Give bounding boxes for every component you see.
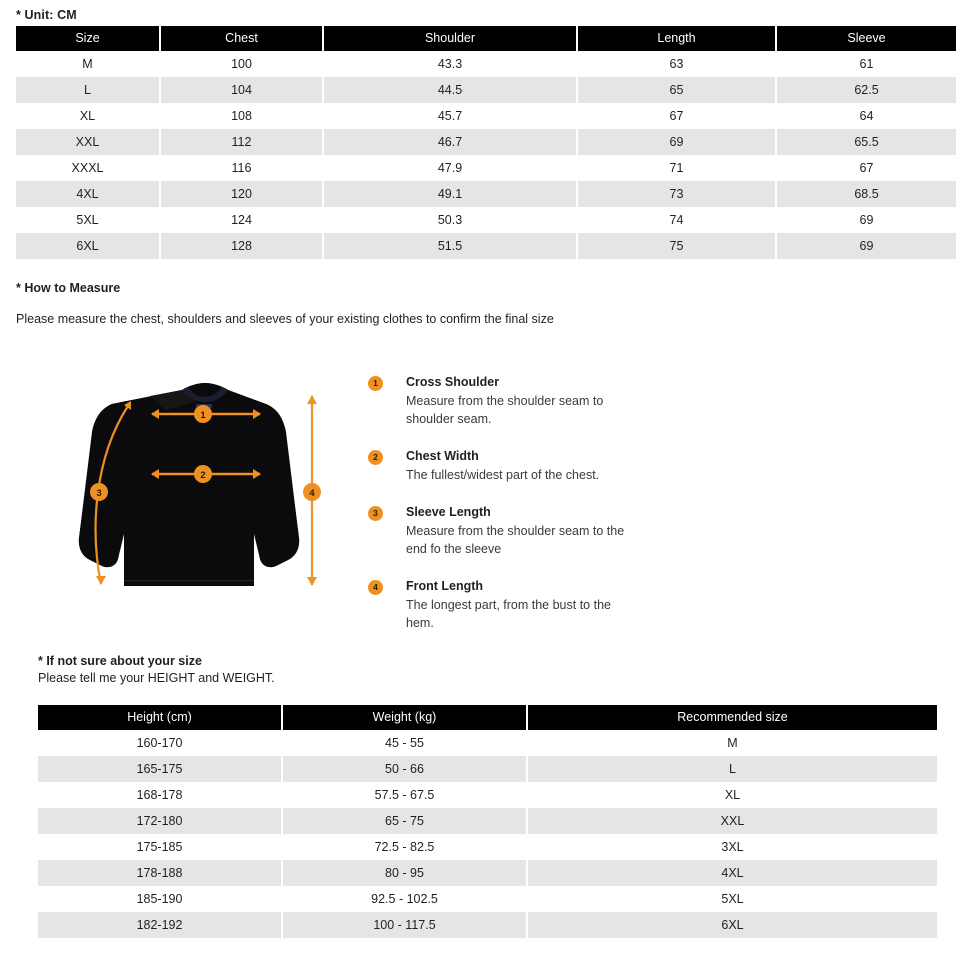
- cell-recommended: M: [527, 730, 937, 756]
- column-header-shoulder: Shoulder: [323, 26, 577, 51]
- column-header-length: Length: [577, 26, 776, 51]
- cell-size: XL: [16, 103, 160, 129]
- size-chart-table: [16, 26, 956, 259]
- cell-sleeve: 64: [776, 103, 956, 129]
- cell-recommended: XXL: [527, 808, 937, 834]
- cell-chest: 104: [160, 77, 323, 103]
- legend-item-cross-shoulder: [368, 374, 628, 428]
- cell-sleeve: 62.5: [776, 77, 956, 103]
- sweater-diagram-svg: [70, 370, 340, 630]
- cell-weight: 57.5 - 67.5: [282, 782, 527, 808]
- cell-weight: 45 - 55: [282, 730, 527, 756]
- legend-title-sleeve-length: Sleeve Length: [406, 505, 491, 519]
- table-row: [38, 834, 937, 860]
- column-header-chest: Chest: [160, 26, 323, 51]
- cell-sleeve: 65.5: [776, 129, 956, 155]
- size-chart-body: [16, 51, 956, 259]
- cell-shoulder: 45.7: [323, 103, 577, 129]
- cell-height: 172-180: [38, 808, 282, 834]
- diagram-badge-2-label: 2: [200, 470, 206, 481]
- cell-length: 67: [577, 103, 776, 129]
- cell-recommended: XL: [527, 782, 937, 808]
- cell-shoulder: 43.3: [323, 51, 577, 77]
- cell-size: XXXL: [16, 155, 160, 181]
- cell-chest: 128: [160, 233, 323, 259]
- table-row: [38, 886, 937, 912]
- cell-length: 74: [577, 207, 776, 233]
- cell-size: XXL: [16, 129, 160, 155]
- cell-size: L: [16, 77, 160, 103]
- table-row: [38, 782, 937, 808]
- cell-chest: 120: [160, 181, 323, 207]
- legend-desc-sleeve-length: Measure from the shoulder seam to the end fo the sleeve: [406, 524, 625, 556]
- table-row: [16, 51, 956, 77]
- cell-height: 160-170: [38, 730, 282, 756]
- cell-length: 75: [577, 233, 776, 259]
- table-row: [38, 860, 937, 886]
- how-to-measure-heading: * How to Measure: [16, 281, 121, 295]
- legend-item-chest-width: [368, 448, 628, 484]
- diagram-badge-4-label: 4: [309, 488, 315, 499]
- cell-weight: 65 - 75: [282, 808, 527, 834]
- cell-height: 178-188: [38, 860, 282, 886]
- cell-weight: 100 - 117.5: [282, 912, 527, 938]
- cell-sleeve: 67: [776, 155, 956, 181]
- legend-item-front-length: [368, 578, 628, 632]
- cell-shoulder: 50.3: [323, 207, 577, 233]
- legend-desc-front-length: The longest part, from the bust to the hem.: [406, 598, 611, 630]
- cell-height: 185-190: [38, 886, 282, 912]
- legend-badge-2-icon: 2: [368, 450, 383, 465]
- cell-size: 5XL: [16, 207, 160, 233]
- legend-title-cross-shoulder: Cross Shoulder: [406, 375, 500, 389]
- table-header-row: [16, 26, 956, 51]
- table-row: [16, 129, 956, 155]
- table-row: [38, 912, 937, 938]
- table-row: [38, 808, 937, 834]
- diagram-badge-4: [303, 483, 321, 501]
- cell-size: 6XL: [16, 233, 160, 259]
- cell-shoulder: 44.5: [323, 77, 577, 103]
- cell-chest: 124: [160, 207, 323, 233]
- cell-sleeve: 69: [776, 207, 956, 233]
- legend-desc-cross-shoulder: Measure from the shoulder seam to shoulder seam.: [406, 394, 604, 426]
- cell-recommended: 6XL: [527, 912, 937, 938]
- diagram-badge-1-label: 1: [200, 410, 206, 421]
- cell-weight: 72.5 - 82.5: [282, 834, 527, 860]
- cell-size: M: [16, 51, 160, 77]
- cell-shoulder: 47.9: [323, 155, 577, 181]
- cell-chest: 112: [160, 129, 323, 155]
- diagram-badge-2: [194, 465, 212, 483]
- how-to-measure-text: Please measure the chest, shoulders and sleeves of your existing clothes to confirm the final size: [16, 312, 554, 326]
- table-row: [38, 756, 937, 782]
- legend-desc-chest-width: The fullest/widest part of the chest.: [406, 468, 600, 482]
- table-row: [16, 233, 956, 259]
- measurement-legend: [368, 374, 628, 652]
- table-row: [38, 730, 937, 756]
- legend-badge-3-icon: 3: [368, 506, 383, 521]
- diagram-badge-3-label: 3: [96, 488, 102, 499]
- column-header-recommended: Recommended size: [527, 705, 937, 730]
- cell-sleeve: 69: [776, 233, 956, 259]
- table-row: [16, 155, 956, 181]
- cell-height: 182-192: [38, 912, 282, 938]
- cell-chest: 108: [160, 103, 323, 129]
- cell-shoulder: 49.1: [323, 181, 577, 207]
- table-row: [16, 77, 956, 103]
- legend-badge-1-icon: 1: [368, 376, 383, 391]
- recommended-size-table: [38, 705, 937, 938]
- cell-height: 168-178: [38, 782, 282, 808]
- cell-sleeve: 68.5: [776, 181, 956, 207]
- recommended-size-header: [38, 705, 937, 730]
- cell-length: 69: [577, 129, 776, 155]
- cell-recommended: L: [527, 756, 937, 782]
- cell-shoulder: 46.7: [323, 129, 577, 155]
- column-header-sleeve: Sleeve: [776, 26, 956, 51]
- table-row: [16, 103, 956, 129]
- not-sure-heading: * If not sure about your size: [38, 654, 202, 668]
- cell-sleeve: 61: [776, 51, 956, 77]
- cell-length: 71: [577, 155, 776, 181]
- table-row: [16, 181, 956, 207]
- cell-length: 65: [577, 77, 776, 103]
- cell-weight: 80 - 95: [282, 860, 527, 886]
- cell-recommended: 5XL: [527, 886, 937, 912]
- not-sure-text: Please tell me your HEIGHT and WEIGHT.: [38, 671, 275, 685]
- cell-length: 73: [577, 181, 776, 207]
- recommended-size-body: [38, 730, 937, 938]
- cell-length: 63: [577, 51, 776, 77]
- cell-weight: 50 - 66: [282, 756, 527, 782]
- legend-title-chest-width: Chest Width: [406, 449, 479, 463]
- table-header-row: [38, 705, 937, 730]
- table-row: [16, 207, 956, 233]
- legend-badge-4-icon: 4: [368, 580, 383, 595]
- cell-chest: 116: [160, 155, 323, 181]
- diagram-badge-3: [90, 483, 108, 501]
- column-header-height: Height (cm): [38, 705, 282, 730]
- legend-item-sleeve-length: [368, 504, 628, 558]
- cell-chest: 100: [160, 51, 323, 77]
- cell-height: 165-175: [38, 756, 282, 782]
- cell-weight: 92.5 - 102.5: [282, 886, 527, 912]
- cell-recommended: 4XL: [527, 860, 937, 886]
- column-header-size: Size: [16, 26, 160, 51]
- cell-recommended: 3XL: [527, 834, 937, 860]
- cell-height: 175-185: [38, 834, 282, 860]
- diagram-badge-1: [194, 405, 212, 423]
- cell-shoulder: 51.5: [323, 233, 577, 259]
- column-header-weight: Weight (kg): [282, 705, 527, 730]
- legend-title-front-length: Front Length: [406, 579, 484, 593]
- unit-note: * Unit: CM: [16, 8, 77, 22]
- size-chart-header: [16, 26, 956, 51]
- cell-size: 4XL: [16, 181, 160, 207]
- garment-illustration: [70, 370, 340, 630]
